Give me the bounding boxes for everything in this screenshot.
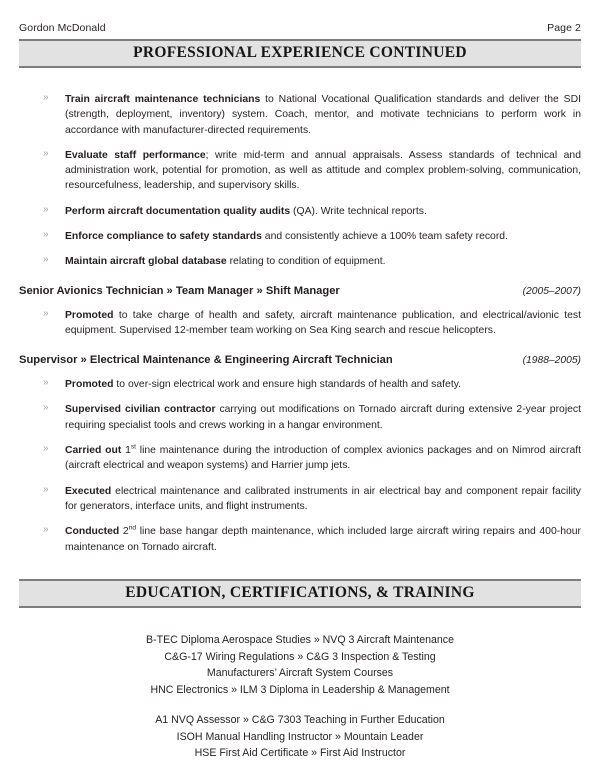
spacer bbox=[19, 555, 581, 579]
bullet-ordinal-suffix: st bbox=[130, 443, 137, 451]
bullet-lead-text: Evaluate staff performance bbox=[65, 149, 206, 161]
experience-content bbox=[19, 92, 581, 555]
job-dates: (1988–2005) bbox=[522, 354, 581, 366]
bullet-item bbox=[19, 148, 581, 194]
bullet-marker-icon: » bbox=[43, 308, 49, 320]
bullet-marker-icon: » bbox=[43, 483, 49, 495]
bullet-lead-text: Perform aircraft documentation quality audits bbox=[65, 205, 291, 217]
education-line: ISOH Manual Handling Instructor » Mountain Leader bbox=[176, 730, 424, 743]
running-header bbox=[19, 0, 581, 34]
bullet-item bbox=[19, 229, 581, 244]
education-line: B-TEC Diploma Aerospace Studies » NVQ 3 Aircraft Maintenance bbox=[146, 633, 454, 646]
education-line: A1 NVQ Assessor » C&G 7303 Teaching in Further Education bbox=[155, 713, 445, 726]
section-heading-education: EDUCATION, CERTIFICATIONS, & TRAINING bbox=[19, 579, 581, 608]
bullet-body-text: to take charge of health and safety, aircraft maintenance publication, and electrical/avionic test equipment. Supervised 12-member team working on Sea King search and rescue helicopters. bbox=[65, 310, 581, 337]
job-bullet-list bbox=[19, 308, 581, 339]
bullet-marker-icon: » bbox=[43, 92, 49, 103]
bullet-body-text: line maintenance during the introduction of complex avionics packages and on Nimrod aircraft (aircraft electrical and weapon systems) and Harrier jump jets. bbox=[65, 445, 582, 472]
bullet-body-text: line base hangar depth maintenance, which included large aircraft wiring repairs and 400-hour maintenance on Tornado aircraft. bbox=[65, 526, 581, 553]
spacer bbox=[19, 270, 581, 283]
spacer bbox=[19, 68, 581, 92]
spacer bbox=[19, 339, 581, 352]
bullet-item bbox=[19, 402, 581, 433]
bullet-body-text: and consistently achieve a 100% team safety record. bbox=[261, 231, 508, 243]
bullet-lead-text: Conducted bbox=[65, 526, 120, 538]
bullet-body-text: relating to condition of equipment. bbox=[226, 256, 386, 268]
bullet-marker-icon: » bbox=[43, 147, 49, 159]
bullet-marker-icon: » bbox=[43, 377, 49, 389]
continued-bullet-list bbox=[19, 92, 581, 270]
bullet-item bbox=[19, 204, 581, 219]
bullet-item bbox=[19, 92, 581, 138]
bullet-lead-text: Supervised civilian contractor bbox=[65, 404, 216, 416]
bullet-item bbox=[19, 484, 581, 515]
bullet-item bbox=[19, 443, 581, 474]
bullet-lead-text: Promoted bbox=[65, 379, 114, 391]
job-dates: (2005–2007) bbox=[522, 285, 581, 297]
bullet-lead-text: Maintain aircraft global database bbox=[65, 256, 227, 268]
bullet-ordinal-number: 1 bbox=[125, 445, 131, 457]
bullet-body-text: ; write mid-term and annual appraisals. Assess standards of technical and administration work, potential for promotion, as well as attitude and complex problem-solving, communication, resourcefulness, leadership, and supervisory skills. bbox=[65, 149, 581, 192]
bullet-marker-icon: » bbox=[43, 254, 49, 266]
education-line: C&G-17 Wiring Regulations » C&G 3 Inspection & Testing bbox=[164, 650, 436, 663]
bullet-marker-icon: » bbox=[43, 443, 49, 455]
bullet-lead-text: Train aircraft maintenance technicians bbox=[65, 94, 261, 105]
bullet-item bbox=[19, 524, 581, 555]
bullet-body-text: carrying out modifications on Tornado aircraft during extensive 2-year project requiring specialist tools and crews working in a hangar environment. bbox=[65, 404, 581, 431]
spacer bbox=[19, 699, 581, 712]
bullet-marker-icon: » bbox=[43, 229, 49, 241]
bullet-item bbox=[19, 308, 581, 339]
education-line: Manufacturers’ Aircraft System Courses bbox=[206, 667, 394, 680]
bullet-lead-text: Executed bbox=[65, 485, 112, 497]
bullet-ordinal-suffix: nd bbox=[128, 524, 137, 532]
job-history-container bbox=[19, 283, 581, 555]
education-group-one bbox=[19, 632, 581, 699]
education-line: HSE First Aid Certificate » First Aid Instructor bbox=[194, 747, 406, 760]
bullet-body-text: (QA). Write technical reports. bbox=[290, 205, 427, 217]
bullet-body-text: electrical maintenance and calibrated instruments in air electrical bay and component repair facility for generators, interface units, and flight instruments. bbox=[65, 485, 581, 512]
education-group-two bbox=[19, 712, 581, 762]
job-bullet-list bbox=[19, 377, 581, 555]
bullet-item bbox=[19, 254, 581, 269]
bullet-ordinal-number: 2 bbox=[122, 526, 129, 538]
bullet-lead-text: Enforce compliance to safety standards bbox=[65, 231, 262, 243]
bullet-lead-text: Promoted bbox=[65, 310, 114, 322]
bullet-marker-icon: » bbox=[43, 402, 49, 414]
header-page-number: Page 2 bbox=[547, 22, 581, 34]
job-title: Supervisor » Electrical Maintenance & Engineering Aircraft Technician bbox=[19, 353, 393, 366]
bullet-marker-icon: » bbox=[43, 203, 49, 215]
header-candidate-name: Gordon McDonald bbox=[19, 22, 106, 34]
job-heading bbox=[19, 283, 581, 299]
bullet-lead-text: Carried out bbox=[65, 445, 122, 457]
bullet-item bbox=[19, 377, 581, 392]
bullet-body-text: to over-sign electrical work and ensure high standards of health and safety. bbox=[113, 379, 462, 391]
section-heading-professional-experience: PROFESSIONAL EXPERIENCE CONTINUED bbox=[19, 39, 581, 68]
bullet-body-text: to National Vocational Qualification standards and deliver the SDI (strength, deployment, inventory) system. Coach, mentor, and motivate technicians to perform work in accordance with manufacturer-directed requirements. bbox=[65, 94, 581, 136]
job-heading bbox=[19, 352, 581, 368]
job-title: Senior Avionics Technician » Team Manager » Shift Manager bbox=[19, 284, 340, 297]
bullet-marker-icon: » bbox=[43, 524, 49, 536]
spacer bbox=[19, 608, 581, 632]
education-line: HNC Electronics » ILM 3 Diploma in Leadership & Management bbox=[150, 684, 450, 697]
